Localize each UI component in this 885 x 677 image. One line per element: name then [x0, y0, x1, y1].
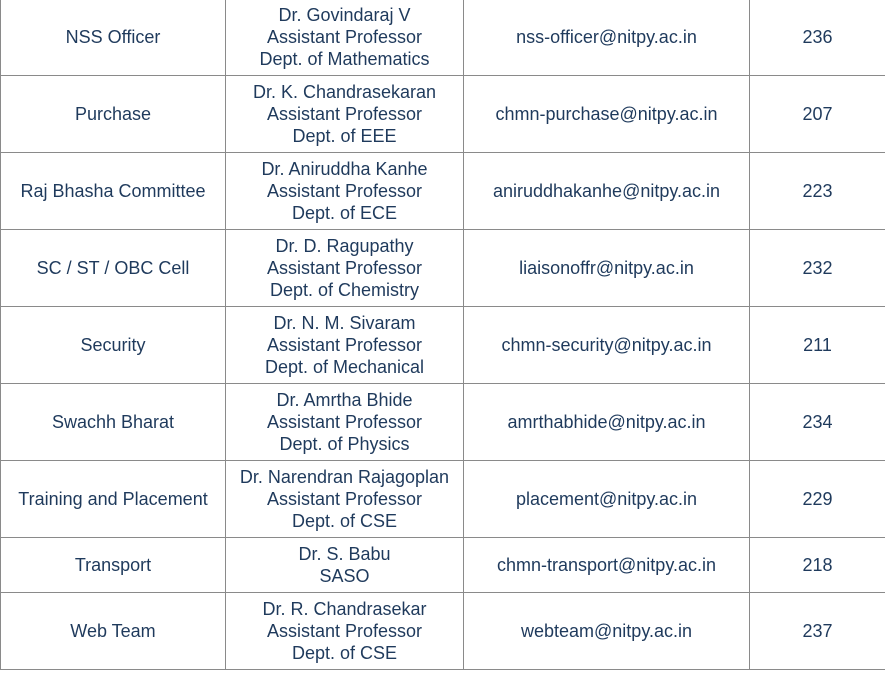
table-row	[1, 384, 885, 461]
person-name: Dr. K. Chandrasekaran	[252, 82, 437, 102]
email-cell: nss-officer@nitpy.ac.in	[464, 0, 750, 76]
extension-cell: 237	[750, 593, 885, 670]
email-cell: chmn-transport@nitpy.ac.in	[464, 538, 750, 593]
person-designation: Assistant Professor	[266, 621, 423, 641]
person-cell	[226, 76, 464, 153]
role-cell: Web Team	[1, 593, 226, 670]
email-cell: amrthabhide@nitpy.ac.in	[464, 384, 750, 461]
extension-cell: 232	[750, 230, 885, 307]
extension-cell: 207	[750, 76, 885, 153]
table-row	[1, 461, 885, 538]
person-department: Dept. of Mathematics	[259, 49, 430, 69]
extension-cell: 236	[750, 0, 885, 76]
table-row	[1, 538, 885, 593]
person-designation: Assistant Professor	[266, 412, 423, 432]
table-row	[1, 76, 885, 153]
person-name: Dr. Amrtha Bhide	[276, 390, 413, 410]
role-cell: Training and Placement	[1, 461, 226, 538]
email-cell: placement@nitpy.ac.in	[464, 461, 750, 538]
person-designation: Assistant Professor	[266, 335, 423, 355]
table-row	[1, 153, 885, 230]
extension-cell: 229	[750, 461, 885, 538]
person-cell	[226, 593, 464, 670]
person-designation: Assistant Professor	[266, 104, 423, 124]
person-department: Dept. of ECE	[291, 203, 398, 223]
person-name: Dr. S. Babu	[298, 544, 391, 564]
person-department: Dept. of Physics	[279, 434, 410, 454]
person-cell	[226, 153, 464, 230]
extension-cell: 218	[750, 538, 885, 593]
role-cell: NSS Officer	[1, 0, 226, 76]
email-cell: webteam@nitpy.ac.in	[464, 593, 750, 670]
person-name: Dr. D. Ragupathy	[275, 236, 414, 256]
person-department: Dept. of Mechanical	[264, 357, 425, 377]
person-designation: Assistant Professor	[266, 181, 423, 201]
person-department: Dept. of CSE	[291, 643, 398, 663]
person-cell	[226, 384, 464, 461]
person-cell	[226, 0, 464, 76]
role-cell: Swachh Bharat	[1, 384, 226, 461]
extension-cell: 223	[750, 153, 885, 230]
person-designation: Assistant Professor	[266, 489, 423, 509]
person-department: Dept. of CSE	[291, 511, 398, 531]
person-name: Dr. Narendran Rajagoplan	[239, 467, 450, 487]
person-name: Dr. Govindaraj V	[278, 5, 411, 25]
person-designation: Assistant Professor	[266, 27, 423, 47]
email-cell: chmn-purchase@nitpy.ac.in	[464, 76, 750, 153]
person-designation: Assistant Professor	[266, 258, 423, 278]
role-cell: Security	[1, 307, 226, 384]
person-cell	[226, 307, 464, 384]
email-cell: chmn-security@nitpy.ac.in	[464, 307, 750, 384]
role-cell: Raj Bhasha Committee	[1, 153, 226, 230]
person-designation: SASO	[319, 566, 370, 586]
extension-cell: 234	[750, 384, 885, 461]
table-row	[1, 0, 885, 76]
email-cell: aniruddhakanhe@nitpy.ac.in	[464, 153, 750, 230]
table-row	[1, 230, 885, 307]
person-department: Dept. of EEE	[292, 126, 397, 146]
table-row	[1, 593, 885, 670]
person-name: Dr. Aniruddha Kanhe	[261, 159, 428, 179]
person-name: Dr. R. Chandrasekar	[262, 599, 427, 619]
person-cell	[226, 538, 464, 593]
table-row	[1, 307, 885, 384]
role-cell: SC / ST / OBC Cell	[1, 230, 226, 307]
role-cell: Purchase	[1, 76, 226, 153]
email-cell: liaisonoffr@nitpy.ac.in	[464, 230, 750, 307]
extension-cell: 211	[750, 307, 885, 384]
person-cell	[226, 461, 464, 538]
person-cell	[226, 230, 464, 307]
person-name: Dr. N. M. Sivaram	[273, 313, 416, 333]
person-department: Dept. of Chemistry	[269, 280, 420, 300]
role-cell: Transport	[1, 538, 226, 593]
